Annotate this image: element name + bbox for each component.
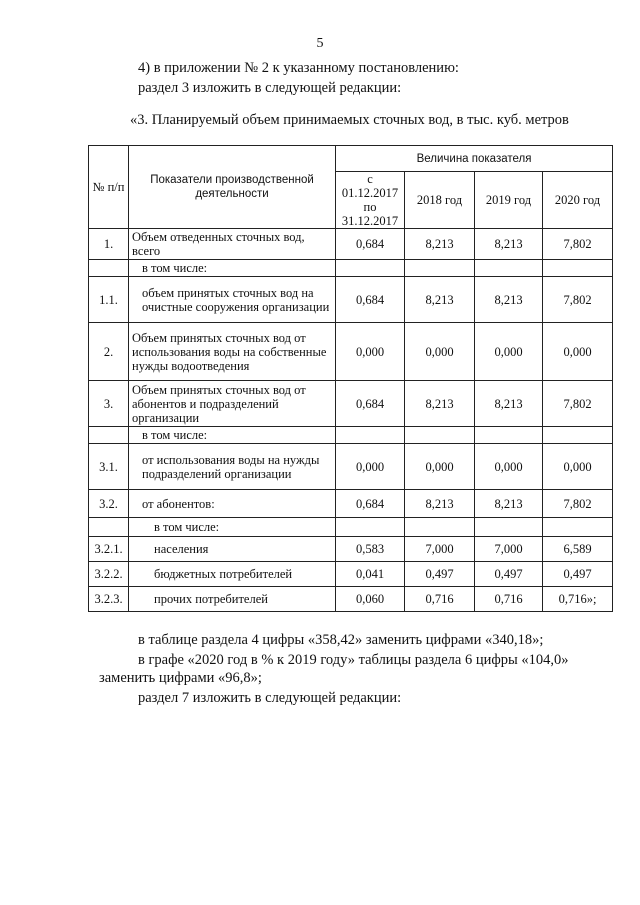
- table-row: [89, 587, 613, 612]
- closing-paragraph-3: раздел 7 изложить в следующей редакции:: [138, 690, 402, 706]
- row-value-2020: 0,716»;: [543, 587, 613, 612]
- row-name: Объем принятых сточных вод от абонентов и подразделений организации: [129, 381, 336, 427]
- row-value-2018: 0,497: [405, 562, 475, 587]
- row-value-period: 0,684: [336, 277, 405, 323]
- row-num: [89, 260, 129, 277]
- row-value-period: 0,000: [336, 323, 405, 381]
- row-value-2019: [475, 427, 543, 444]
- table-row: [89, 277, 613, 323]
- row-value-2019: [475, 260, 543, 277]
- section-title: «3. Планируемый объем принимаемых сточных вод, в тыс. куб. метров: [130, 112, 569, 128]
- row-value-2019: 0,716: [475, 587, 543, 612]
- closing-paragraph-2-line-2: заменить цифрами «96,8»;: [99, 670, 262, 686]
- row-value-2019: 0,497: [475, 562, 543, 587]
- row-value-2020: [543, 518, 613, 537]
- table-row: [89, 518, 613, 537]
- row-value-2019: [475, 518, 543, 537]
- row-value-2018: 8,213: [405, 381, 475, 427]
- header-num: № п/п: [89, 146, 129, 229]
- intro-line-1: 4) в приложении № 2 к указанному постановлению:: [138, 60, 459, 76]
- wastewater-volume-table: [88, 145, 613, 612]
- row-value-2019: 8,213: [475, 277, 543, 323]
- row-value-2020: 0,000: [543, 444, 613, 490]
- row-name: [129, 427, 336, 444]
- row-value-2019: 0,000: [475, 444, 543, 490]
- row-value-period: 0,684: [336, 229, 405, 260]
- header-period: с 01.12.2017 по 31.12.2017: [336, 172, 405, 229]
- row-value-2018: [405, 260, 475, 277]
- row-name: [129, 562, 336, 587]
- closing-paragraph-1: в таблице раздела 4 цифры «358,42» заменить цифрами «340,18»;: [138, 632, 544, 648]
- row-value-period: [336, 260, 405, 277]
- table-row: [89, 229, 613, 260]
- row-num: 3.: [89, 381, 129, 427]
- table-row: [89, 260, 613, 277]
- row-name-text: от использования воды на нужды подразделений организации: [142, 452, 320, 481]
- row-value-2020: 0,000: [543, 323, 613, 381]
- row-value-2018: 0,716: [405, 587, 475, 612]
- row-num: 3.2.2.: [89, 562, 129, 587]
- header-2019: 2019 год: [475, 172, 543, 229]
- row-value-2018: 8,213: [405, 229, 475, 260]
- row-num: 1.: [89, 229, 129, 260]
- row-name-text: в том числе:: [142, 428, 208, 442]
- row-value-2018: [405, 427, 475, 444]
- row-value-2018: 0,000: [405, 444, 475, 490]
- row-num: 3.1.: [89, 444, 129, 490]
- row-name: [129, 490, 336, 518]
- row-name: [129, 444, 336, 490]
- row-value-2019: 0,000: [475, 323, 543, 381]
- page-number: 5: [316, 36, 324, 51]
- row-value-2020: 7,802: [543, 490, 613, 518]
- table-header-row: [89, 146, 613, 172]
- row-value-2020: 6,589: [543, 537, 613, 562]
- row-value-2019: 8,213: [475, 381, 543, 427]
- table-row: [89, 490, 613, 518]
- row-num: 2.: [89, 323, 129, 381]
- row-name: [129, 537, 336, 562]
- row-num: 3.2.: [89, 490, 129, 518]
- row-name: Объем принятых сточных вод от использования воды на собственные нужды водоотведения: [129, 323, 336, 381]
- row-value-period: [336, 518, 405, 537]
- row-value-2020: 0,497: [543, 562, 613, 587]
- row-name-text: в том числе:: [154, 520, 220, 534]
- row-value-period: [336, 427, 405, 444]
- row-value-2020: [543, 427, 613, 444]
- row-value-2018: 8,213: [405, 490, 475, 518]
- row-name-text: от абонентов:: [142, 496, 215, 511]
- row-value-2019: 8,213: [475, 490, 543, 518]
- row-num: [89, 518, 129, 537]
- table-row: [89, 381, 613, 427]
- row-name-text: в том числе:: [142, 261, 208, 275]
- header-indicator: Показатели производственной деятельности: [129, 146, 336, 229]
- row-value-2018: [405, 518, 475, 537]
- row-name: [129, 518, 336, 537]
- row-num: [89, 427, 129, 444]
- row-num: 3.2.1.: [89, 537, 129, 562]
- row-value-2020: [543, 260, 613, 277]
- intro-line-2: раздел 3 изложить в следующей редакции:: [138, 80, 402, 96]
- row-value-2020: 7,802: [543, 229, 613, 260]
- row-value-period: 0,041: [336, 562, 405, 587]
- row-name-text: объем принятых сточных вод на очистные сооружения организации: [142, 285, 330, 314]
- row-value-2018: 7,000: [405, 537, 475, 562]
- closing-paragraph-2-line-1: в графе «2020 год в % к 2019 году» таблицы раздела 6 цифры «104,0»: [138, 652, 569, 668]
- row-name: [129, 277, 336, 323]
- row-name-text: бюджетных потребителей: [154, 567, 293, 581]
- row-name: Объем отведенных сточных вод, всего: [129, 229, 336, 260]
- table-row: [89, 323, 613, 381]
- table-row: [89, 444, 613, 490]
- row-name: [129, 587, 336, 612]
- row-value-period: 0,684: [336, 381, 405, 427]
- row-name: [129, 260, 336, 277]
- row-value-period: 0,000: [336, 444, 405, 490]
- header-2020: 2020 год: [543, 172, 613, 229]
- row-value-2020: 7,802: [543, 277, 613, 323]
- row-value-period: 0,583: [336, 537, 405, 562]
- table-row: [89, 562, 613, 587]
- row-name-text: прочих потребителей: [154, 592, 268, 606]
- table-row: [89, 427, 613, 444]
- row-value-2019: 8,213: [475, 229, 543, 260]
- row-value-2019: 7,000: [475, 537, 543, 562]
- row-num: 3.2.3.: [89, 587, 129, 612]
- row-value-2020: 7,802: [543, 381, 613, 427]
- table-row: [89, 537, 613, 562]
- header-value-group: Величина показателя: [336, 146, 613, 172]
- header-2018: 2018 год: [405, 172, 475, 229]
- row-value-period: 0,684: [336, 490, 405, 518]
- row-value-2018: 8,213: [405, 277, 475, 323]
- row-value-2018: 0,000: [405, 323, 475, 381]
- row-num: 1.1.: [89, 277, 129, 323]
- row-value-period: 0,060: [336, 587, 405, 612]
- row-name-text: населения: [154, 542, 209, 556]
